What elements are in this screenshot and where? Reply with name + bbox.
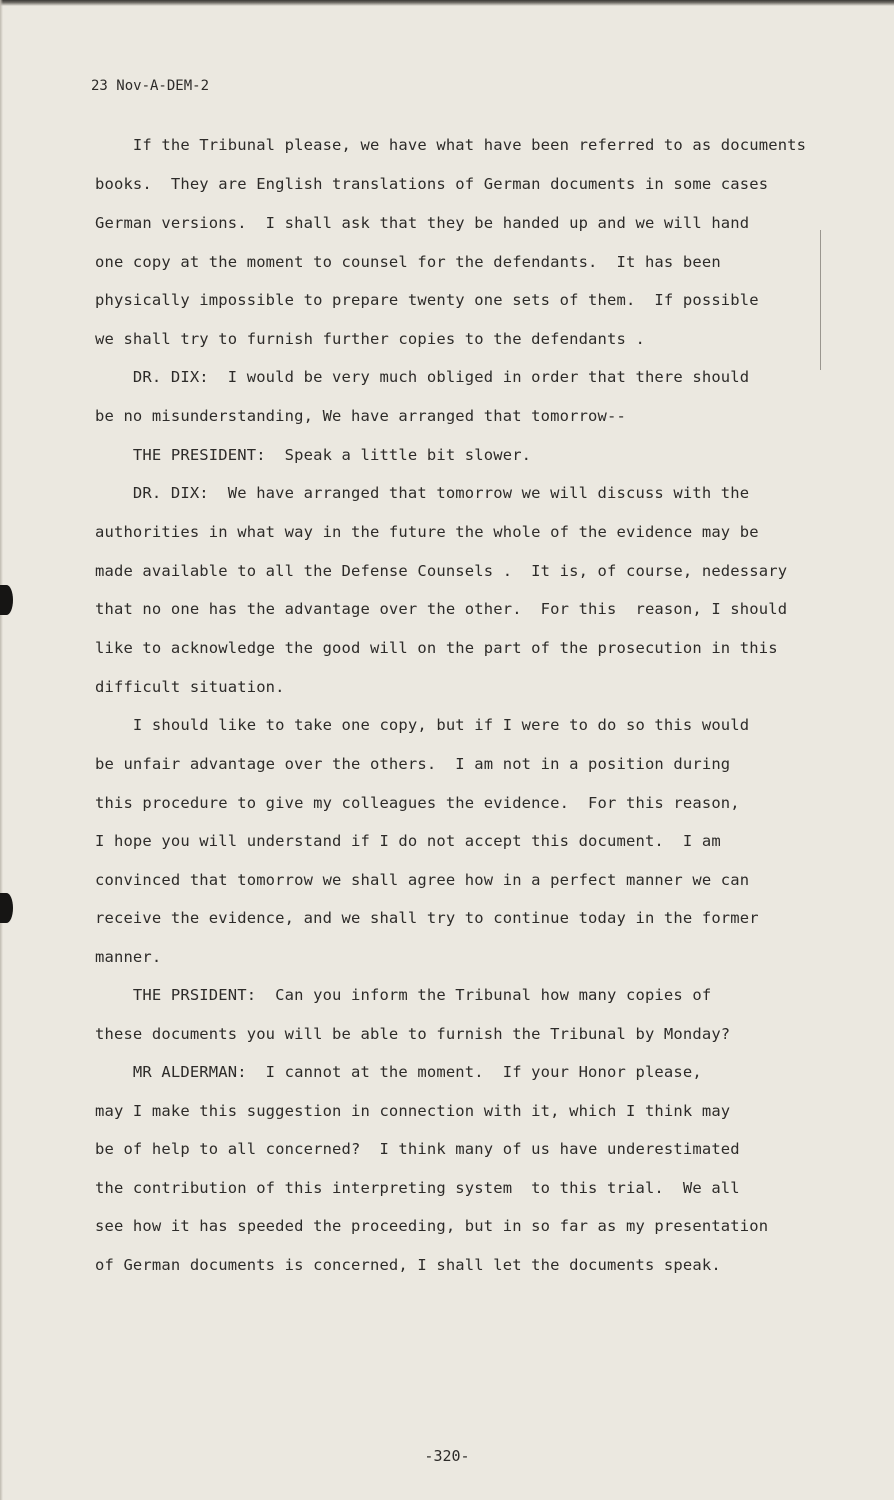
text-line: see how it has speeded the proceeding, but in so far as my presentation (95, 1217, 769, 1235)
margin-pencil-mark (820, 230, 821, 370)
text-line: these documents you will be able to furnish the Tribunal by Monday? (95, 1025, 731, 1043)
text-line: difficult situation. (95, 678, 285, 696)
text-line: like to acknowledge the good will on the part of the prosecution in this (95, 639, 778, 657)
text-line: be unfair advantage over the others. I am not in a position during (95, 755, 731, 773)
page-top-edge (0, 0, 894, 6)
text-line: convinced that tomorrow we shall agree how in a perfect manner we can (95, 871, 750, 889)
text-line: be no misunderstanding, We have arranged that tomorrow-- (95, 407, 626, 425)
text-line: that no one has the advantage over the other. For this reason, I should (95, 600, 788, 618)
text-line: physically impossible to prepare twenty one sets of them. If possible (95, 291, 759, 309)
text-line: I hope you will understand if I do not accept this document. I am (95, 832, 721, 850)
text-line: one copy at the moment to counsel for the defendants. It has been (95, 253, 721, 271)
text-line: If the Tribunal please, we have what have been referred to as documents (95, 136, 807, 154)
punch-hole-lower (0, 893, 13, 923)
text-line: may I make this suggestion in connection with it, which I think may (95, 1102, 731, 1120)
text-line: we shall try to furnish further copies to the defendants . (95, 330, 645, 348)
text-line: the contribution of this interpreting system to this trial. We all (95, 1179, 740, 1197)
text-line: German versions. I shall ask that they be handed up and we will hand (95, 214, 750, 232)
page-number: -320- (424, 1447, 470, 1465)
page-left-edge (0, 0, 3, 1500)
text-line: THE PRESIDENT: Speak a little bit slower. (95, 446, 532, 464)
text-line: manner. (95, 948, 162, 966)
text-line: THE PRSIDENT: Can you inform the Tribunal how many copies of (95, 986, 712, 1004)
document-header: 23 Nov-A-DEM-2 (91, 78, 210, 94)
punch-hole-upper (0, 585, 13, 615)
text-line: I should like to take one copy, but if I were to do so this would (95, 716, 750, 734)
text-line: this procedure to give my colleagues the evidence. For this reason, (95, 794, 740, 812)
text-line: DR. DIX: We have arranged that tomorrow we will discuss with the (95, 484, 750, 502)
text-line: DR. DIX: I would be very much obliged in order that there should (95, 368, 750, 386)
text-line: books. They are English translations of German documents in some cases (95, 175, 769, 193)
text-line: MR ALDERMAN: I cannot at the moment. If your Honor please, (95, 1063, 702, 1081)
text-line: be of help to all concerned? I think many of us have underestimated (95, 1140, 740, 1158)
text-line: made available to all the Defense Counsels . It is, of course, nedessary (95, 562, 788, 580)
text-line: authorities in what way in the future the whole of the evidence may be (95, 523, 759, 541)
text-line: of German documents is concerned, I shall let the documents speak. (95, 1256, 721, 1274)
text-line: receive the evidence, and we shall try to continue today in the former (95, 909, 759, 927)
